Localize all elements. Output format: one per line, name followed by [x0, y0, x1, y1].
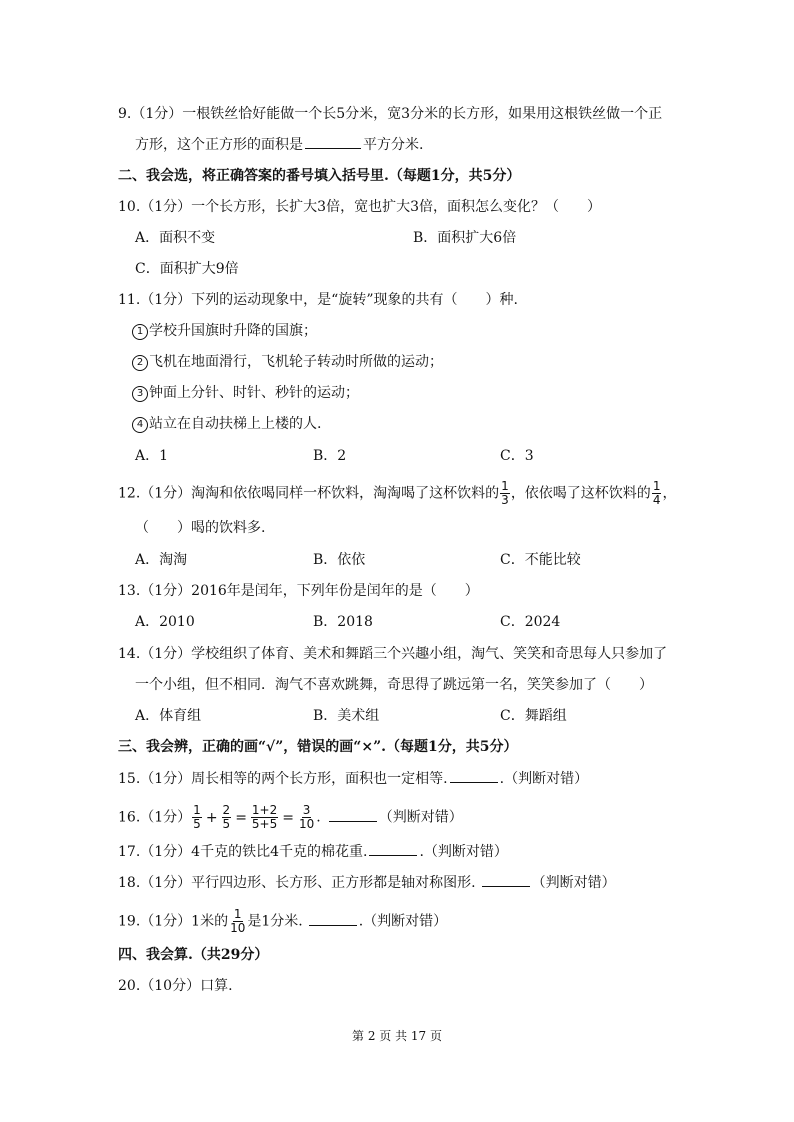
circled-number-3: 3: [132, 386, 148, 402]
q12-frac1-numerator: 1: [501, 479, 509, 493]
q12-stem-end: ，: [662, 485, 677, 502]
q11-item-3: [132, 383, 359, 403]
q10-option-c[interactable]: C．面积扩大9倍: [135, 261, 239, 277]
circled-number-4: 4: [132, 417, 148, 433]
q11-stem: 11.（1分）下列的运动现象中，是“旋转”现象的共有（ ）种.: [118, 292, 518, 308]
q12-frac2-numerator: 1: [652, 479, 661, 493]
q19: [118, 908, 447, 935]
q17-answer-blank[interactable]: [369, 841, 417, 856]
q19-numerator: 1: [233, 907, 242, 921]
q12-option-c[interactable]: C．不能比较: [500, 552, 581, 568]
section-2-heading: 二、我会选，将正确答案的番号填入括号里.（每题1分，共5分）: [118, 168, 521, 184]
q19-denominator: 10: [230, 921, 246, 935]
q18: [118, 872, 616, 893]
q9-line2: [135, 134, 423, 155]
q14-option-c[interactable]: C．舞蹈组: [500, 708, 567, 724]
q13-stem: 13.（1分）2016年是闰年，下列年份是闰年的是（ ）: [118, 583, 479, 599]
q12-stem-pre: 12.（1分）淘淘和依依喝同样一杯饮料，淘淘喝了这杯饮料的: [118, 485, 500, 502]
q13-option-c[interactable]: C．2024: [500, 614, 561, 630]
q11-option-c[interactable]: C．3: [500, 448, 534, 464]
q16-fb-denominator: 5: [222, 817, 231, 831]
q12-frac1-denominator: 3: [501, 493, 509, 507]
q12-fraction-2: [652, 480, 662, 507]
section-3-heading: 三、我会辨，正确的画“√”，错误的画“×”.（每题1分，共5分）: [118, 739, 518, 755]
q17: [118, 841, 508, 862]
q11-item-2-text: 飞机在地面滑行，飞机轮子转动时所做的运动；: [149, 354, 443, 370]
q17-hint: .（判断对错）: [419, 844, 508, 860]
q11-item-1: [132, 321, 317, 341]
q12-option-b[interactable]: B．依依: [313, 552, 366, 568]
q19-text-pre: 19.（1分）1米的: [118, 913, 229, 930]
q12-option-a[interactable]: A．淘淘: [135, 552, 188, 568]
q11-item-4-text: 站立在自动扶梯上上楼的人.: [149, 416, 322, 432]
q13-option-b[interactable]: B．2018: [313, 614, 373, 630]
q12-fraction-1: [500, 480, 510, 507]
q16-equals-2: =: [282, 809, 294, 826]
q16-plus-sign: +: [205, 809, 218, 826]
q15-text: 15.（1分）周长相等的两个长方形，面积也一定相等.: [118, 771, 448, 787]
q9-text-pre: 方形，这个正方形的面积是: [135, 137, 303, 153]
q18-answer-blank[interactable]: [482, 872, 530, 887]
q11-item-3-text: 钟面上分针、时针、秒针的运动；: [149, 385, 359, 401]
q16-fa-denominator: 5: [193, 817, 201, 831]
q10-stem: 10.（1分）一个长方形，长扩大3倍，宽也扩大3倍，面积怎么变化？（ ）: [118, 199, 601, 215]
q9-line1: 9.（1分）一根铁丝恰好能做一个长5分米，宽3分米的长方形，如果用这根铁丝做一个正: [118, 106, 663, 122]
q15: [118, 768, 588, 789]
q14-line2: 一个小组，但不相同．淘气不喜欢跳舞，奇思得了跳远第一名，笑笑参加了（ ）: [135, 677, 653, 693]
q16-fa-numerator: 1: [193, 803, 201, 817]
q18-text: 18.（1分）平行四边形、长方形、正方形都是轴对称图形.: [118, 875, 476, 891]
q14-option-a[interactable]: A．体育组: [135, 708, 202, 724]
q14-option-b[interactable]: B．美术组: [313, 708, 380, 724]
q19-answer-blank[interactable]: [309, 911, 357, 926]
q12-stem: [118, 480, 676, 507]
q16-fd-denominator: 10: [298, 817, 315, 831]
q10-option-a[interactable]: A．面积不变: [135, 230, 216, 246]
section-4-heading: 四、我会算.（共29分）: [118, 947, 269, 963]
q16-fraction-c: [251, 804, 278, 831]
q16-fraction-d: [298, 804, 315, 831]
circled-number-2: 2: [132, 355, 148, 371]
q11-option-b[interactable]: B．2: [313, 448, 347, 464]
q16: 16.（1分） $\frac{1}{5}$ + $\frac{2}{5}$ = $\frac{1+2}{5+5}$ = $\frac{3}{10}$ . （判断对错）: [118, 803, 463, 831]
q16-fc-numerator: 1+2: [251, 803, 278, 817]
q10-option-b[interactable]: B．面积扩大6倍: [413, 230, 517, 246]
q11-item-2: [132, 352, 443, 372]
circled-number-1: 1: [132, 324, 148, 340]
q16-label: 16.（1分）: [118, 809, 192, 826]
q12-stem-mid: ，依依喝了这杯饮料的: [510, 485, 651, 502]
q19-fraction: [229, 908, 246, 935]
q9-answer-blank[interactable]: [305, 134, 361, 149]
q12-frac2-denominator: 4: [652, 493, 661, 507]
q15-hint: .（判断对错）: [499, 771, 589, 787]
q16-fraction-b: [222, 804, 232, 831]
q14-line1: 14.（1分）学校组织了体育、美术和舞蹈三个兴趣小组，淘气、笑笑和奇思每人只参加了: [118, 646, 668, 662]
q18-hint: （判断对错）: [531, 875, 616, 891]
q17-text: 17.（1分）4千克的铁比4千克的棉花重.: [118, 844, 368, 860]
q16-fraction-a: [192, 804, 202, 831]
q15-answer-blank[interactable]: [450, 768, 498, 783]
q16-fd-numerator: 3: [302, 803, 311, 817]
q11-option-a[interactable]: A．1: [135, 448, 169, 464]
q16-fb-numerator: 2: [222, 803, 231, 817]
q9-text-post: 平方分米.: [363, 137, 424, 153]
page-footer: 第 2 页 共 17 页: [352, 1029, 442, 1043]
q16-equals-1: =: [235, 809, 247, 826]
q11-item-1-text: 学校升国旗时升降的国旗；: [149, 323, 317, 339]
q19-text-mid: 是1分米.: [247, 913, 303, 930]
q11-item-4: [132, 414, 321, 434]
q19-hint: .（判断对错）: [358, 913, 448, 930]
q13-option-a[interactable]: A．2010: [135, 614, 195, 630]
q16-hint: （判断对错）: [378, 809, 463, 826]
q16-fc-denominator: 5+5: [251, 817, 278, 831]
q12-line2: （ ）喝的饮料多.: [135, 520, 266, 536]
q16-answer-blank[interactable]: [329, 807, 377, 822]
q20-stem: 20.（10分）口算.: [118, 978, 233, 994]
